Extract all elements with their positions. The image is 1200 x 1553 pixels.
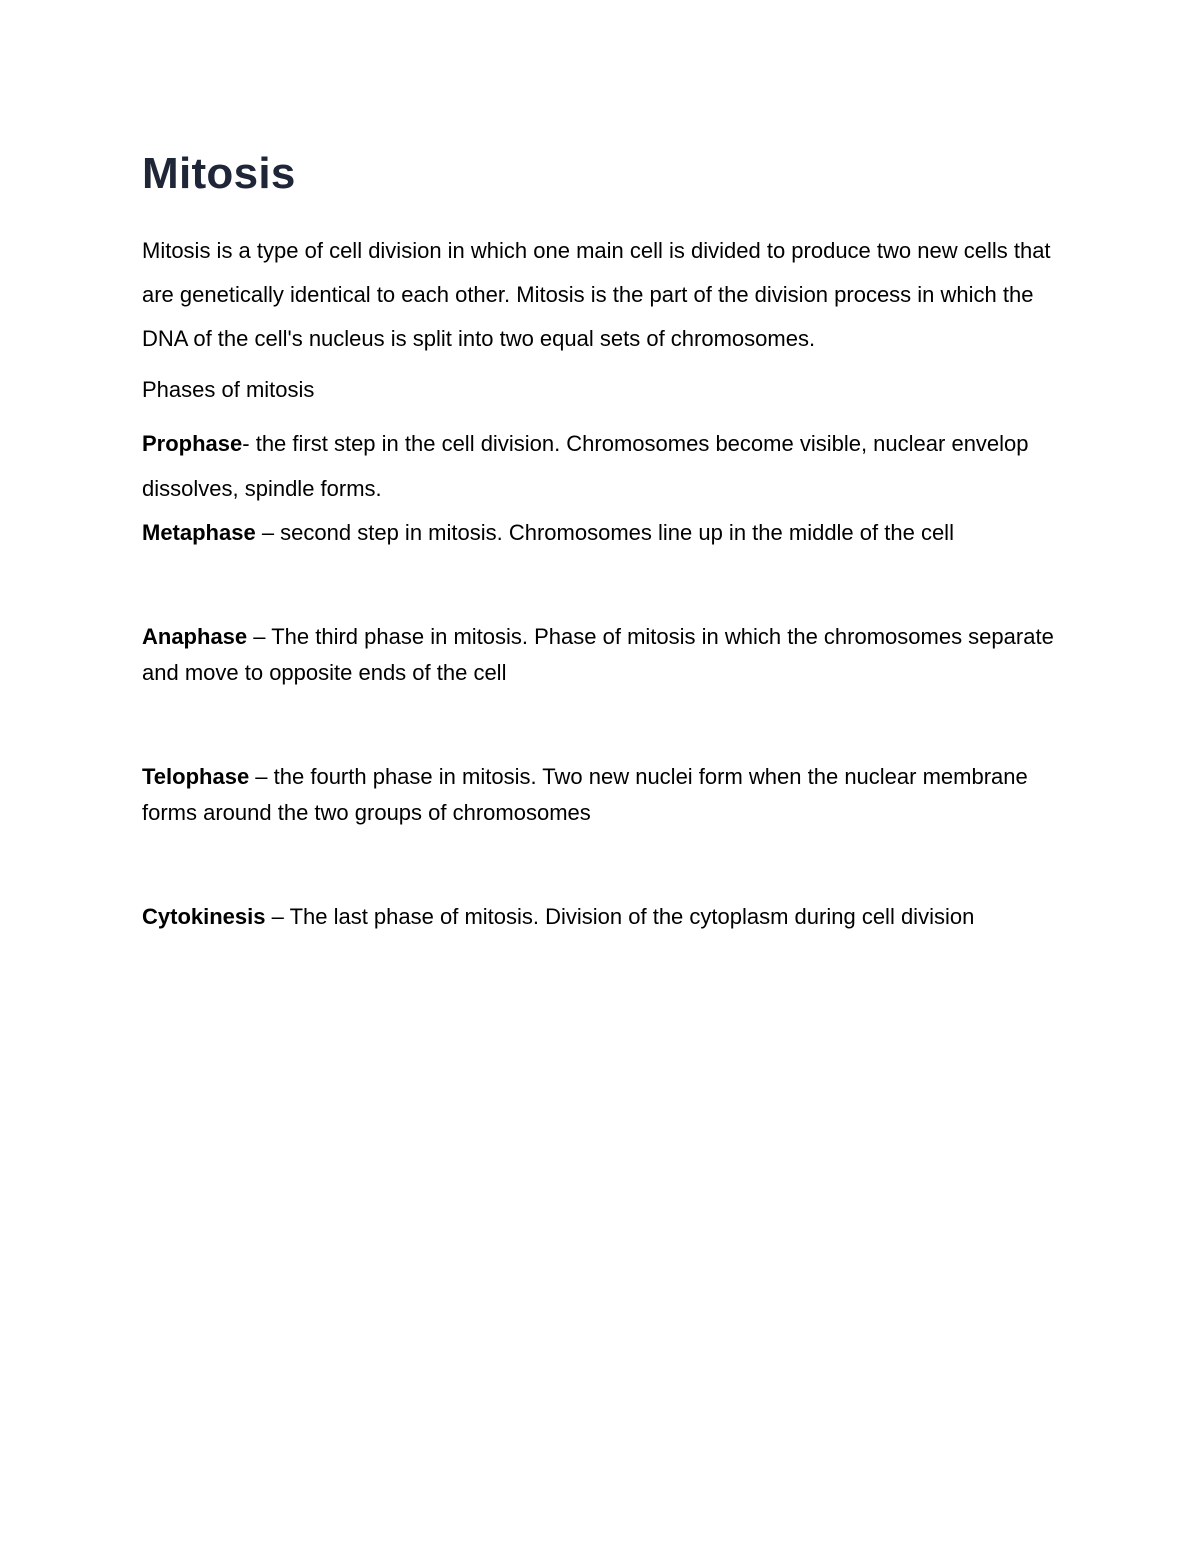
- phase-name: Metaphase: [142, 520, 256, 545]
- phase-metaphase: [142, 515, 1062, 551]
- phase-name: Prophase: [142, 431, 243, 456]
- phases-heading: Phases of mitosis: [142, 377, 315, 402]
- document-body: [142, 145, 1062, 935]
- phase-description: – second step in mitosis. Chromosomes line up in the middle of the cell: [255, 520, 954, 545]
- phase-prophase: [142, 421, 1062, 511]
- phase-name: Cytokinesis: [142, 904, 266, 929]
- phase-description: – the fourth phase in mitosis. Two new nuclei form when the nuclear membrane forms around the two groups of chromosomes: [142, 764, 1028, 825]
- phase-telophase: [142, 759, 1062, 831]
- phase-cytokinesis: [142, 899, 1062, 935]
- phase-name: Telophase: [142, 764, 250, 789]
- document-title: Mitosis: [142, 149, 296, 198]
- phase-description: – The third phase in mitosis. Phase of mitosis in which the chromosomes separate and move to opposite ends of the cell: [142, 624, 1054, 685]
- phase-description: – The last phase of mitosis. Division of the cytoplasm during cell division: [265, 904, 975, 929]
- phase-name: Anaphase: [142, 624, 248, 649]
- phase-anaphase: [142, 619, 1062, 691]
- intro-paragraph: Mitosis is a type of cell division in which one main cell is divided to produce two new cells that are genetically identical to each other. Mitosis is the part of the division process in which the DNA of the cell's nucleus is split into two equal sets of chromosomes.: [142, 238, 1051, 351]
- phase-description: - the first step in the cell division. Chromosomes become visible, nuclear envelop dissolves, spindle forms.: [142, 431, 1029, 501]
